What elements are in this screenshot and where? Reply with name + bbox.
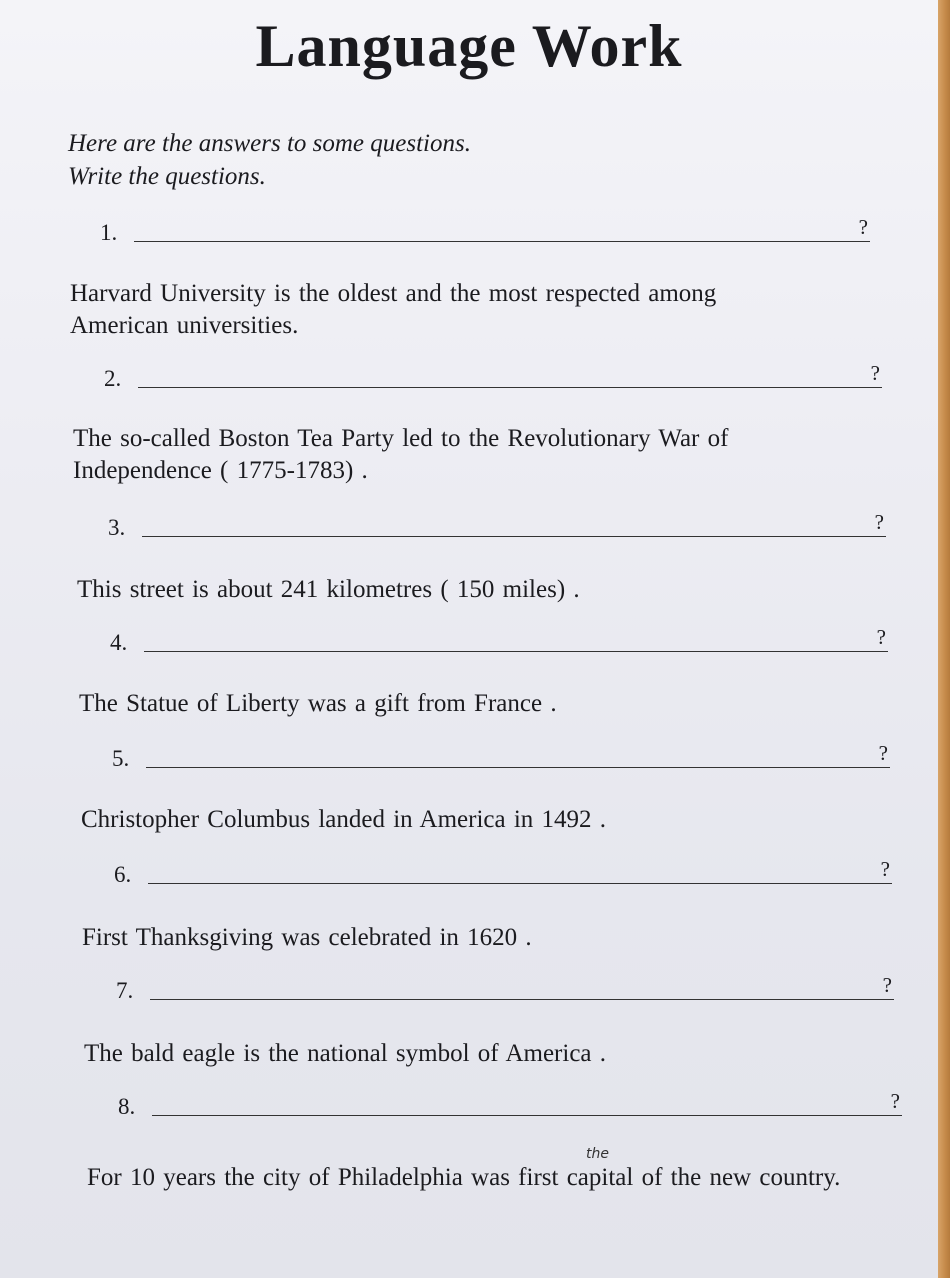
answer-blank[interactable]: [146, 767, 890, 768]
answer-blank[interactable]: [138, 387, 882, 388]
question-mark: ?: [880, 857, 890, 881]
page-edge: [938, 0, 950, 1278]
instruction-line-1: Here are the answers to some questions.: [68, 130, 471, 157]
instruction-line-2: Write the questions.: [68, 163, 266, 190]
question-line-2[interactable]: [104, 356, 882, 396]
question-number: 6.: [114, 862, 132, 887]
question-line-1[interactable]: [100, 210, 870, 250]
answer-text-2: The so-called Boston Tea Party led to the Revolutionary War of Independence ( 1775-1783) .: [73, 425, 729, 484]
question-mark: ?: [878, 741, 888, 765]
handwritten-insert: the: [586, 1146, 609, 1162]
question-line-4[interactable]: [110, 620, 888, 660]
question-number: 4.: [110, 630, 128, 655]
question-line-8[interactable]: [118, 1084, 902, 1124]
question-number: 5.: [112, 746, 130, 771]
answer-text-4: The Statue of Liberty was a gift from France .: [79, 690, 557, 717]
question-number: 7.: [116, 978, 134, 1003]
answer-text-3: This street is about 241 kilometres ( 150 miles) .: [77, 576, 580, 603]
answer-blank[interactable]: [150, 999, 894, 1000]
answer-text-6: First Thanksgiving was celebrated in 1620 .: [82, 924, 532, 951]
question-line-7[interactable]: [116, 968, 894, 1008]
answer-text-5: Christopher Columbus landed in America in 1492 .: [81, 806, 607, 833]
question-line-3[interactable]: [108, 505, 886, 545]
question-number: 3.: [108, 515, 126, 540]
answer-text-7: The bald eagle is the national symbol of America .: [84, 1040, 607, 1067]
question-mark: ?: [858, 215, 868, 239]
question-number: 2.: [104, 366, 122, 391]
question-mark: ?: [882, 973, 892, 997]
question-mark: ?: [890, 1089, 900, 1113]
question-mark: ?: [870, 361, 880, 385]
answer-blank[interactable]: [142, 536, 886, 537]
question-number: 1.: [100, 220, 118, 245]
question-mark: ?: [874, 510, 884, 534]
answer-text-1: Harvard University is the oldest and the most respected among American universities.: [70, 280, 717, 339]
answer-blank[interactable]: [152, 1115, 902, 1116]
answer-blank[interactable]: [144, 651, 888, 652]
question-line-6[interactable]: [114, 852, 892, 892]
answer-blank[interactable]: [134, 241, 870, 242]
question-line-5[interactable]: [112, 736, 890, 776]
question-mark: ?: [876, 625, 886, 649]
question-number: 8.: [118, 1094, 136, 1119]
answer-blank[interactable]: [148, 883, 892, 884]
page-title: Language Work: [255, 13, 683, 79]
answer-text-8: For 10 years the city of Philadelphia was first capital of the new country.: [87, 1164, 841, 1191]
